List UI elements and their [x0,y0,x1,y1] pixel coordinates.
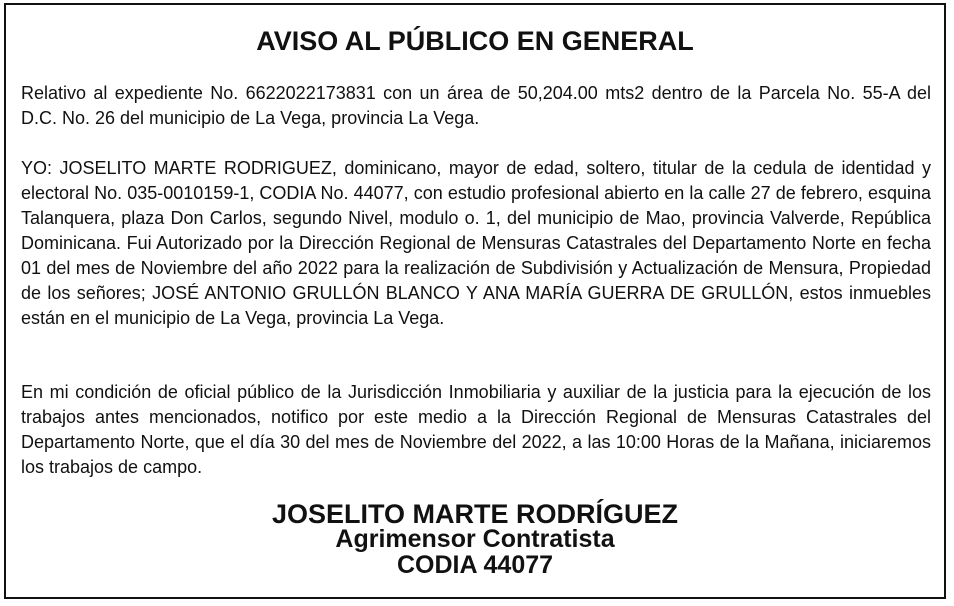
signature-name: JOSELITO MARTE RODRÍGUEZ [271,499,679,529]
notice-paragraph-declaration: YO: JOSELITO MARTE RODRIGUEZ, dominicano, mayor de edad, soltero, titular de la cedula de identidad y electoral No. 035-0010159-1, CODIA No. 44077, con estudio profesional abierto en la calle 27 de febrero, esquina Talanquera, plaza Don Carlos, segundo Nivel, modulo o. 1, del municipio de Mao, provincia Valverde, República Dominicana. Fui Autorizado por la Dirección Regional de Mensuras Catastrales del Departamento Norte en fecha 01 del mes de Noviembre del año 2022 para la realización de Subdivisión y Actualización de Mensura, Propiedad de los señores; JOSÉ ANTONIO GRULLÓN BLANCO Y ANA MARÍA GUERRA DE GRULLÓN, estos inmuebles están en el municipio de La Vega, provincia La Vega. [21,158,931,328]
notice-paragraph-reference: Relativo al expediente No. 6622022173831 con un área de 50,204.00 mts2 dentro de la Parcela No. 55-A del D.C. No. 26 del municipio de La Vega, provincia La Vega. [21,83,931,128]
notice-title: AVISO AL PÚBLICO EN GENERAL [256,26,694,56]
notice-paragraph-notification: En mi condición de oficial público de la Jurisdicción Inmobiliaria y auxiliar de la justicia para la ejecución de los trabajos antes mencionados, notifico por este medio a la Dirección Regional de Mensuras Catastrales del Departamento Norte, que el día 30 del mes de Noviembre del 2022, a las 10:00 Horas de la Mañana, iniciaremos los trabajos de campo. [21,382,931,477]
notice-border [4,3,946,599]
signature-role: Agrimensor Contratista [335,525,615,553]
signature-codia: CODIA 44077 [396,551,554,579]
